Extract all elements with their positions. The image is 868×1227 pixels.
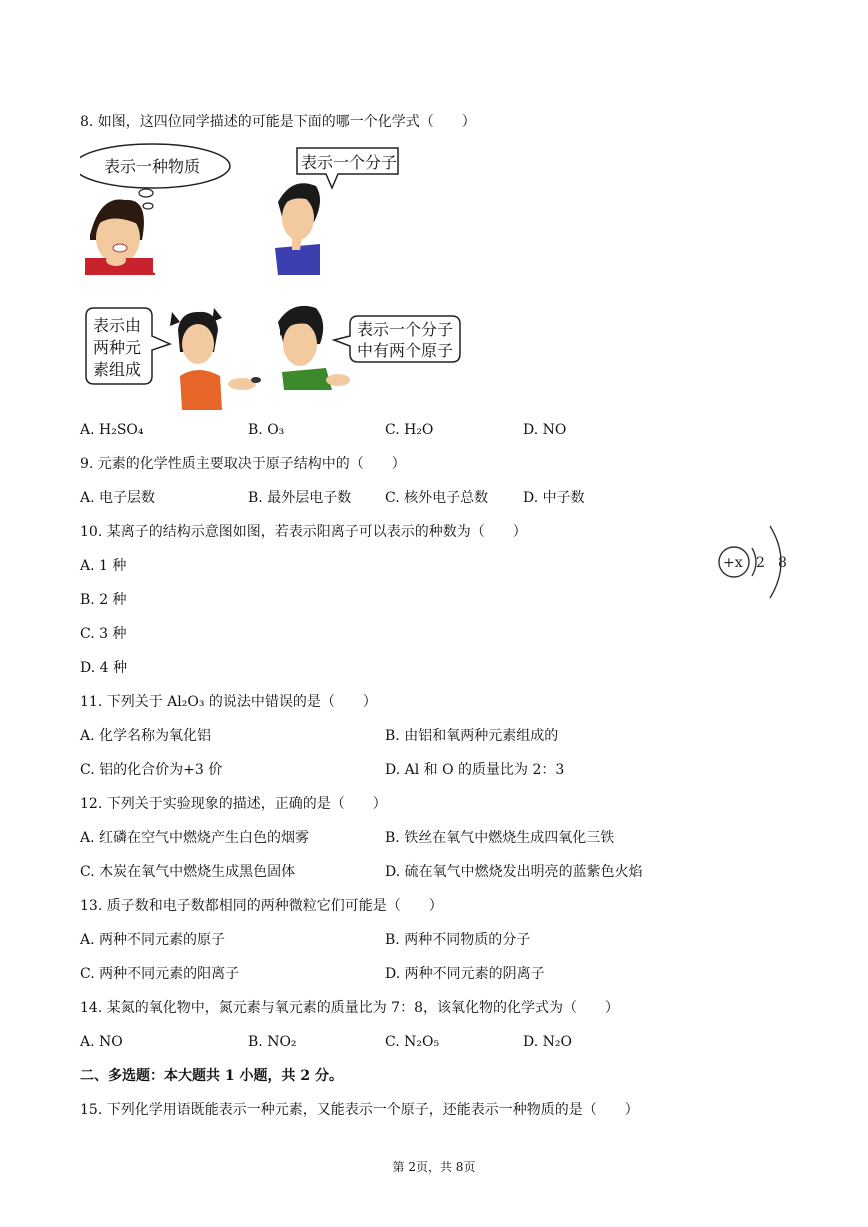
- q11-option-d: D. Al 和 O 的质量比为 2：3: [385, 762, 565, 778]
- bubble-3-line-3: 素组成: [93, 360, 142, 379]
- student-1-illustration: [85, 199, 155, 275]
- section-2-heading: 二、多选题：本大题共 1 小题，共 2 分。: [80, 1068, 343, 1084]
- speech-bubble-3: [86, 308, 170, 384]
- bubble-3-line-1: 表示由: [93, 316, 142, 335]
- q10-option-c: C. 3 种: [80, 626, 127, 642]
- student-2-illustration: [275, 183, 320, 275]
- shell-2-electrons: 8: [778, 555, 787, 571]
- nucleus-charge: +x: [723, 555, 743, 571]
- speech-bubble-4: [334, 316, 460, 362]
- bubble-3-line-2: 两种元: [93, 338, 142, 357]
- question-11-stem: 11. 下列关于 Al₂O₃ 的说法中错误的是（ ）: [80, 694, 377, 710]
- bubble-4-line-2: 中有两个原子: [357, 341, 454, 360]
- question-8-figure: [80, 140, 480, 415]
- q9-option-b: B. 最外层电子数: [248, 490, 352, 506]
- q8-option-a: A. H₂SO₄: [80, 422, 144, 438]
- page-footer: 第 2页，共 8页: [392, 1160, 476, 1174]
- question-14-stem: 14. 某氮的氧化物中，氮元素与氧元素的质量比为 7：8，该氧化物的化学式为（ ）: [80, 1000, 619, 1016]
- q14-option-c: C. N₂O₅: [385, 1034, 440, 1050]
- q9-option-a: A. 电子层数: [80, 490, 156, 506]
- q11-option-b: B. 由铝和氧两种元素组成的: [385, 728, 559, 744]
- question-10-stem: 10. 某离子的结构示意图如图，若表示阳离子可以表示的种数为（ ）: [80, 524, 527, 540]
- speech-bubble-2: [297, 148, 398, 188]
- question-9-stem: 9. 元素的化学性质主要取决于原子结构中的（ ）: [80, 456, 406, 472]
- bubble-1-text: 表示一种物质: [104, 157, 201, 176]
- q12-option-d: D. 硫在氧气中燃烧发出明亮的蓝紫色火焰: [385, 864, 643, 880]
- q12-option-a: A. 红磷在空气中燃烧产生白色的烟雾: [80, 830, 310, 846]
- q9-option-d: D. 中子数: [523, 490, 585, 506]
- q13-option-b: B. 两种不同物质的分子: [385, 932, 531, 948]
- ion-structure-diagram: [712, 520, 802, 604]
- student-4-illustration: [278, 306, 350, 390]
- q11-option-a: A. 化学名称为氧化铝: [80, 728, 212, 744]
- q14-option-b: B. NO₂: [248, 1034, 297, 1050]
- q11-option-c: C. 铝的化合价为+3 价: [80, 762, 223, 778]
- q8-option-b: B. O₃: [248, 422, 285, 438]
- question-12-stem: 12. 下列关于实验现象的描述，正确的是（ ）: [80, 796, 387, 812]
- student-3-illustration: [170, 308, 261, 410]
- q13-option-c: C. 两种不同元素的阳离子: [80, 966, 240, 982]
- question-15-stem: 15. 下列化学用语既能表示一种元素，又能表示一个原子，还能表示一种物质的是（ ）: [80, 1102, 639, 1118]
- q13-option-a: A. 两种不同元素的原子: [80, 932, 226, 948]
- q10-option-b: B. 2 种: [80, 592, 127, 608]
- bubble-4-line-1: 表示一个分子: [357, 320, 454, 339]
- shell-1-electrons: 2: [756, 555, 765, 571]
- q12-option-c: C. 木炭在氧气中燃烧生成黑色固体: [80, 864, 296, 880]
- q9-option-c: C. 核外电子总数: [385, 490, 489, 506]
- question-13-stem: 13. 质子数和电子数都相同的两种微粒它们可能是（ ）: [80, 898, 443, 914]
- q10-option-d: D. 4 种: [80, 660, 127, 676]
- q13-option-d: D. 两种不同元素的阴离子: [385, 966, 545, 982]
- q14-option-a: A. NO: [80, 1034, 123, 1050]
- q8-option-c: C. H₂O: [385, 422, 434, 438]
- q8-option-d: D. NO: [523, 422, 567, 438]
- q12-option-b: B. 铁丝在氧气中燃烧生成四氧化三铁: [385, 830, 615, 846]
- question-8-stem: 8. 如图，这四位同学描述的可能是下面的哪一个化学式（ ）: [80, 114, 476, 130]
- q14-option-d: D. N₂O: [523, 1034, 572, 1050]
- bubble-2-text: 表示一个分子: [301, 153, 398, 172]
- q10-option-a: A. 1 种: [80, 558, 127, 574]
- thought-bubble-1: [80, 144, 230, 209]
